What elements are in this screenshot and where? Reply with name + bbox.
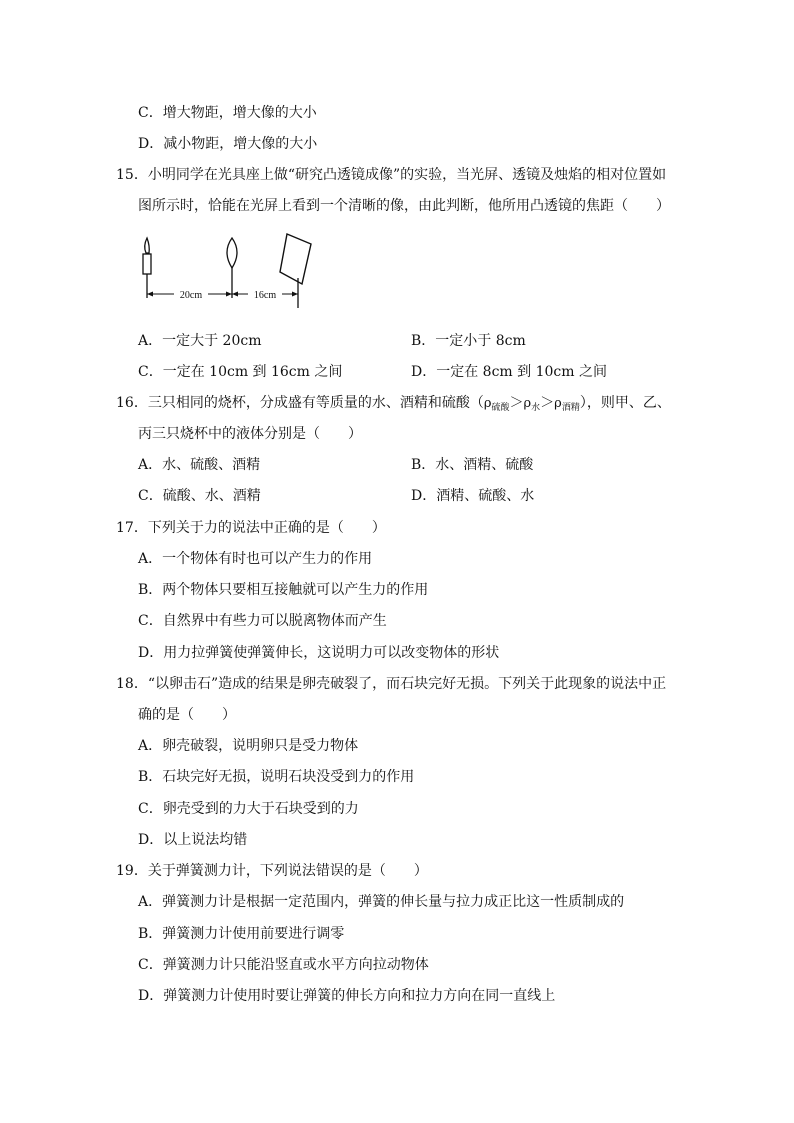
subscript-alcohol: 酒精 <box>561 403 580 413</box>
q17-stem: 17．下列关于力的说法中正确的是（ ） <box>116 520 386 536</box>
option-d-prev: D．减小物距，增大像的大小 <box>138 136 318 152</box>
q16-stem-post: ），则甲、乙、 <box>579 395 671 411</box>
option-c-prev: C．增大物距，增大像的大小 <box>138 105 317 121</box>
q15-stem-line1: 15．小明同学在光具座上做“研究凸透镜成像”的实验，当光屏、透镜及烛焰的相对位置如 <box>116 167 667 183</box>
q15-option-c: C．一定在 10cm 到 16cm 之间 <box>138 364 343 380</box>
q18-option-a: A．卵壳破裂，说明卵只是受力物体 <box>138 738 359 754</box>
q17-option-a: A．一个物体有时也可以产生力的作用 <box>138 551 373 567</box>
rho-symbol: ρ <box>483 396 492 411</box>
distance-label-left: 20cm <box>179 290 203 301</box>
q16-option-a: A．水、硫酸、酒精 <box>138 457 261 473</box>
greater-than: ＞ <box>540 395 555 411</box>
convex-lens-icon <box>227 238 237 298</box>
distance-label-right: 16cm <box>253 290 277 301</box>
q19-option-b: B．弹簧测力计使用前要进行调零 <box>138 926 345 942</box>
q19-stem: 19．关于弹簧测力计，下列说法错误的是（ ） <box>116 863 428 879</box>
q19-option-a: A．弹簧测力计是根据一定范围内，弹簧的伸长量与拉力成正比这一性质制成的 <box>138 894 625 910</box>
q16-stem-line2: 丙三只烧杯中的液体分别是（ ） <box>138 426 362 442</box>
q18-option-d: D．以上说法均错 <box>138 832 248 848</box>
candle-icon <box>143 238 151 298</box>
q18-stem-line2: 确的是（ ） <box>138 707 236 723</box>
q17-option-c: C．自然界中有些力可以脱离物体而产生 <box>138 613 387 629</box>
q18-option-b: B．石块完好无损，说明石块没受到力的作用 <box>138 769 415 785</box>
q15-stem-line2: 图所示时，恰能在光屏上看到一个清晰的像，由此判断，他所用凸透镜的焦距（ ） <box>138 198 670 214</box>
rho-symbol: ρ <box>554 396 562 411</box>
q16-option-c: C．硫酸、水、酒精 <box>138 488 261 504</box>
rho-symbol: ρ <box>523 396 532 411</box>
q19-option-d: D．弹簧测力计使用时要让弹簧的伸长方向和拉力方向在同一直线上 <box>138 988 556 1004</box>
q16-stem-line1 <box>116 393 671 415</box>
greater-than: ＞ <box>509 395 524 411</box>
q18-stem-line1: 18．“以卵击石”造成的结果是卵壳破裂了，而石块完好无损。下列关于此现象的说法中正 <box>116 676 667 692</box>
q16-option-d: D．酒精、硫酸、水 <box>411 488 535 504</box>
q19-option-c: C．弹簧测力计只能沿竖直或水平方向拉动物体 <box>138 957 429 973</box>
q16-option-b: B．水、酒精、硫酸 <box>411 457 534 473</box>
q17-option-b: B．两个物体只要相互接触就可以产生力的作用 <box>138 582 429 598</box>
screen-icon <box>280 234 311 308</box>
lens-setup-figure <box>136 228 316 318</box>
q15-option-d: D．一定在 8cm 到 10cm 之间 <box>411 364 607 380</box>
q16-stem-pre: 16．三只相同的烧杯，分成盛有等质量的水、酒精和硫酸（ <box>116 395 484 411</box>
q17-option-d: D．用力拉弹簧使弹簧伸长，这说明力可以改变物体的形状 <box>138 645 500 661</box>
subscript-acid: 硫酸 <box>491 403 510 413</box>
q15-option-b: B．一定小于 8cm <box>411 333 526 349</box>
subscript-water: 水 <box>531 403 541 413</box>
q18-option-c: C．卵壳受到的力大于石块受到的力 <box>138 801 359 817</box>
q15-option-a: A．一定大于 20cm <box>138 333 262 349</box>
